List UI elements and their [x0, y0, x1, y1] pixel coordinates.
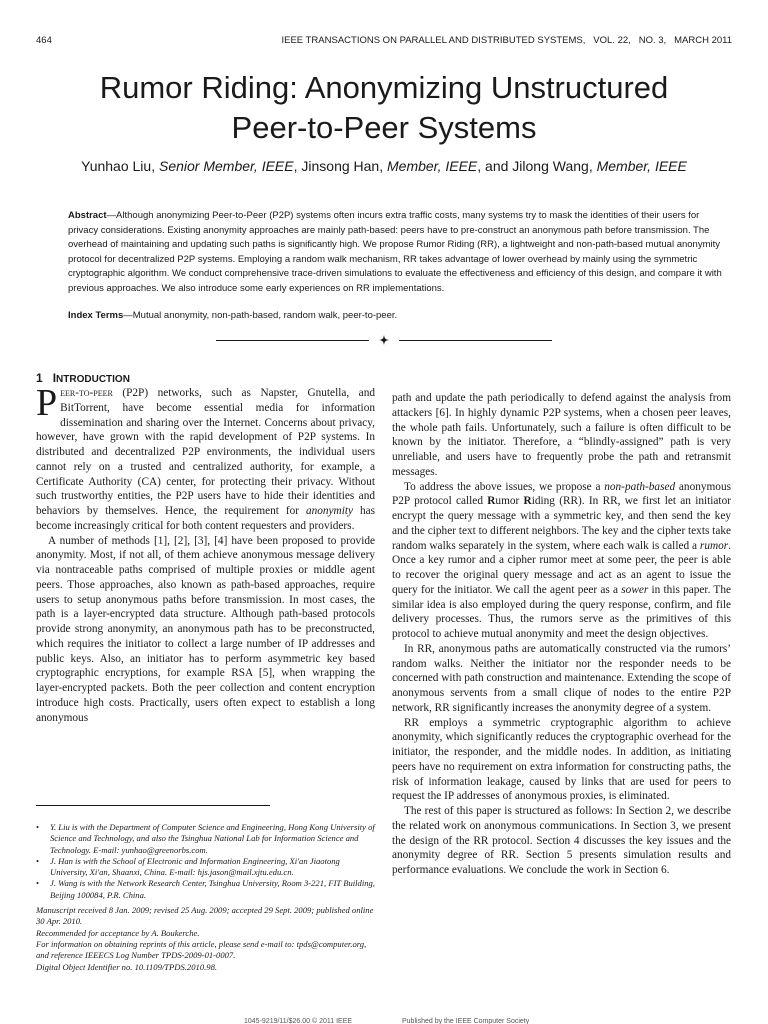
- right-paragraph-3: In RR, anonymous paths are automatically constructed via the rumors’ random walks. Neither the initiator nor the responder needs to be concerned with path construction and maintenance. Extending the scope of anonymous servents from a small clique of nodes to the entire P2P network, RR significantly increases the anonymity degree of a system.: [392, 642, 731, 714]
- p2-emphasis-sower: sower: [621, 583, 649, 596]
- running-header: [36, 35, 732, 49]
- title-line-1: Rumor Riding: Anonymizing Unstructured: [99, 70, 669, 105]
- manuscript-dates: Manuscript received 8 Jan. 2009; revised 25 Aug. 2009; accepted 29 Sept. 2009; published online 30 Apr. 2010.: [36, 905, 374, 927]
- paper-title: [36, 68, 732, 148]
- footnotes: [36, 822, 375, 973]
- drop-cap: P: [36, 382, 58, 424]
- bullet: •: [36, 855, 40, 866]
- p2-bold-r2: R: [523, 495, 532, 508]
- p2-bold-r1: R: [487, 495, 496, 508]
- bottom-strip: [230, 1017, 560, 1024]
- index-terms: [68, 309, 732, 323]
- right-paragraph-4: RR employs a symmetric cryptographic algorithm to achieve anonymity, which significantly reduces the cryptographic overhead for the initiator, the responder, and the middle nodes. In addition, as initiating peers have no requirement on extra information for constructing paths, the risk of information leakage, caused by links that are used for peers to request the IP addresses of anonymous proxies, is eliminated.: [392, 716, 731, 803]
- copyright-line: 1045-9219/11/$26.00 © 2011 IEEE: [244, 1018, 353, 1024]
- affiliation-item: [36, 878, 375, 901]
- left-column: [36, 382, 376, 725]
- index-terms-text: —Mutual anonymity, non-path-based, random walk, peer-to-peer.: [123, 310, 398, 321]
- intro-emphasis-anonymity: anonymity: [305, 505, 354, 517]
- intro-paragraph-2: A number of methods [1], [2], [3], [4] have been proposed to provide anonymity. Most, if not all, of them achieve anonymous message delivery via nontraceable paths comprised of multiple proxies or middle agent peers. Those approaches, also known as path-based approaches, require users to setup anonymous paths before transmission. In most cases, the path is a layer-encrypted data structure. Although path-based protocols provide strong anonymity, an anonymous path has to be preconstructed, which requires the initiator to collect a large number of IP addresses and public keys. Also, an initiator has to perform asymmetric key based cryptographic encryptions, for example RSA [5], when wrapping the layer-encrypted packets. Both the peer collection and content encryption introduce high costs. Practically, users often expect to establish a long anonymous: [36, 534, 375, 724]
- affiliation-wang: J. Wang is with the Network Research Center, Tsinghua University, Room 3-221, FIT Building, Beijing 100084, P.R. China.: [50, 878, 375, 900]
- intro-smallcaps-lead: eer-to-peer: [60, 387, 113, 399]
- author-2-name: , Jinsong Han,: [293, 158, 387, 174]
- section-title-rest: NTRODUCTION: [56, 374, 130, 385]
- right-column: [392, 391, 731, 878]
- intro-text-a: (P2P) networks, such as Napster, Gnutella, and BitTorrent, have become essential media for information dissemination and sharing over the Internet. Concerns about privacy, however, have grown with the rapid development of P2P systems. In distributed and decentralized P2P environments, the individual users cannot rely on a trusted and centralized authority, for example, a Certificate Authority (CA) center, for protecting their privacy. Without such trustworthy entities, the P2P users have to hide their identities and behaviors by themselves. Hence, the requirement for: [36, 387, 375, 517]
- bullet: •: [36, 822, 40, 832]
- right-paragraph-2: [392, 480, 731, 642]
- bullet: •: [36, 878, 40, 889]
- author-1-role: Senior Member, IEEE: [158, 158, 294, 174]
- p2-text-e: . Once a key rumor and a cipher rumor meet at some peer, the peer is able to recover the original query message and act as an agent to issue the query for the initiator. We call the agent peer as a: [392, 539, 731, 596]
- abstract: [68, 209, 732, 297]
- author-1-name: Yunhao Liu,: [81, 158, 159, 174]
- affiliation-han: J. Han is with the School of Electronic and Information Engineering, Xi'an Jiaotong University, Xi'an, Shaanxi, China. E-mail: hjs.jason@mail.xjtu.edu.cn.: [50, 855, 340, 878]
- p2-text-a: To address the above issues, we propose a: [404, 480, 605, 493]
- reprint-info: For information on obtaining reprints of this article, please send e-mail to: tpds@computer.org, and reference IEEECS Log Number TPDS-2009-01-0007.: [36, 938, 367, 961]
- title-line-2: Peer-to-Peer Systems: [231, 110, 537, 145]
- author-3-role: Member, IEEE: [596, 158, 687, 174]
- section-number: 1: [36, 371, 43, 385]
- divider-line-left: [216, 340, 369, 341]
- recommended-by: Recommended for acceptance by A. Boukerche.: [36, 927, 200, 938]
- publisher-line: Published by the IEEE Computer Society: [402, 1018, 530, 1024]
- p2-text-b: anonymous P2P protocol called: [392, 480, 731, 508]
- journal-name: IEEE TRANSACTIONS ON PARALLEL AND DISTRIBUTED SYSTEMS, VOL. 22, NO. 3, MARCH 2011: [281, 35, 732, 46]
- author-3-name: , and Jilong Wang,: [477, 158, 597, 174]
- p2-text-f: in this paper. The similar idea is also employed during the query response, confirm, and file delivery processes. Thus, the rumors serve as the primitives of this protocol to achieve mutual anonymity and meet the design objectives.: [392, 583, 731, 640]
- affiliation-list: [36, 822, 375, 901]
- author-list: [36, 156, 732, 176]
- p2-emphasis-rumor: rumor: [699, 539, 729, 552]
- affiliation-liu: Y. Liu is with the Department of Computer Science and Engineering, Hong Kong University of Science and Technology, and also the Tsinghua National Lab for Information Science and Technology. E-mail: yunhao@greenorbs.com.: [50, 822, 375, 855]
- intro-text-b: has become increasingly critical for both content requesters and providers.: [36, 505, 376, 532]
- right-paragraph-1: path and update the path periodically to defend against the analysis from attackers [6]. In highly dynamic P2P systems, when a chosen peer leaves, the whole path fails. Unfortunately, such a failure is often difficult to be known by the initiator. Therefore, a “blindly-assigned” path is very unreliable, and users have to frequently probe the path and retransmit messages.: [392, 392, 731, 478]
- index-terms-label: Index Terms: [68, 310, 124, 321]
- section-divider: [216, 333, 552, 347]
- p2-text-d: iding (RR). In RR, we first let an initiator encrypt the query message with a symmetric key, and then send the key and the cipher text to different neighbors. The key and the cipher texts take random walks separately in the system, where each walk is called a: [392, 495, 732, 552]
- divider-line-right: [399, 340, 552, 341]
- p2-emphasis-non-path-based: non-path-based: [604, 480, 676, 493]
- abstract-text: —Although anonymizing Peer-to-Peer (P2P) systems often incurs extra traffic costs, many systems try to mask the identities of their users for privacy considerations. Existing anonymity approaches are mainly path-based: peers have to pre-construct an anonymous path before transmission. The overhead of maintaining and updating such paths is significantly high. We propose Rumor Riding (RR), a lightweight and non-path-based mutual anonymity protocol for decentralized P2P systems. Employing a random walk mechanism, RR takes advantage of lower overhead by mainly using the symmetric cryptographic algorithm. We conduct comprehensive trace-driven simulations to evaluate the effectiveness and efficiency of this design, and compare it with previous approaches. We also introduce some early experiences on RR implementations.: [68, 210, 722, 294]
- diamond-ornament-icon: [379, 335, 389, 345]
- author-2-role: Member, IEEE: [387, 158, 478, 174]
- intro-paragraph-1: [36, 382, 376, 534]
- footnote-rule: [36, 805, 270, 806]
- p2-text-c: umor: [495, 495, 524, 508]
- page-number: 464: [36, 35, 52, 46]
- right-paragraph-5: The rest of this paper is structured as follows: In Section 2, we describe the related work on anonymous communications. In Section 3, we present the design of the RR protocol. Section 4 discusses the key issues and the anonymity degree of RR. Section 5 presents simulation results and performance evaluations. We conclude the work in Section 6.: [392, 805, 731, 876]
- section-title-initial: I: [52, 371, 57, 385]
- abstract-label: Abstract: [68, 210, 107, 221]
- doi: Digital Object Identifier no. 10.1109/TPDS.2010.98.: [36, 961, 218, 972]
- affiliation-item: [36, 822, 375, 856]
- affiliation-item: [36, 856, 375, 879]
